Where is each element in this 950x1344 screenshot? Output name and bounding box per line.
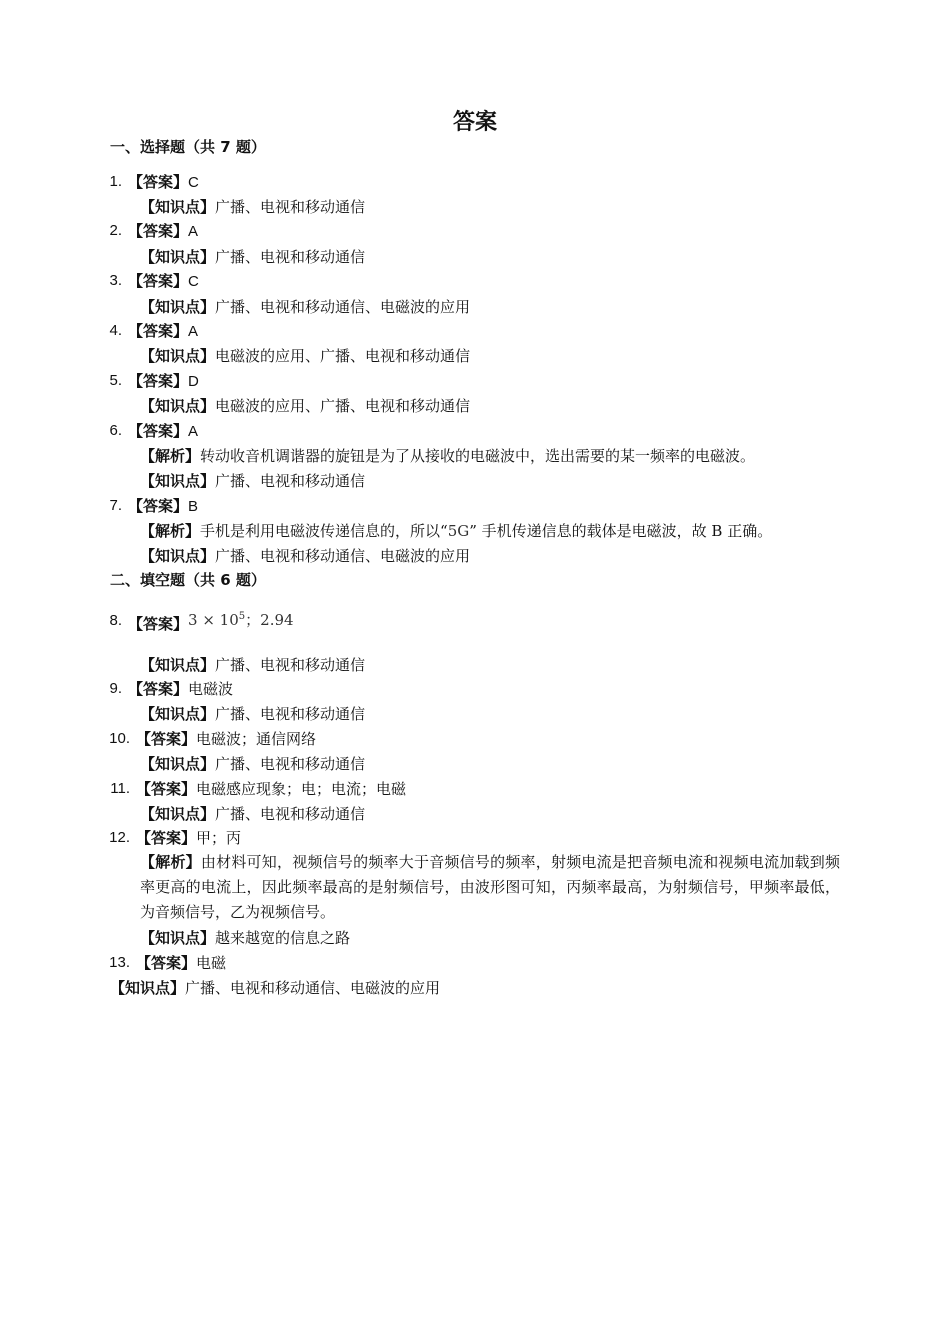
analysis-text-a: 手机是利用电磁波传递信息的，所以“ [200, 522, 448, 540]
answer-line [128, 678, 233, 700]
question-number: 9. [109, 680, 122, 697]
answer-value: C [188, 174, 199, 191]
question-number: 1. [109, 173, 122, 190]
question-number: 8. [109, 612, 122, 629]
knowledge-line [140, 296, 470, 318]
analysis-line [140, 520, 772, 542]
knowledge-label: 【知识点】 [140, 805, 216, 823]
knowledge-label: 【知识点】 [140, 472, 216, 490]
answer-line [128, 320, 198, 343]
answer-line [128, 171, 199, 194]
answer-math-base: 3 × 10 [188, 611, 239, 629]
answer-label: 【答案】 [128, 497, 189, 515]
question-number: 5. [109, 372, 122, 389]
answer-line [128, 220, 198, 243]
knowledge-value: 广播、电视和移动通信 [215, 198, 366, 216]
answer-label: 【答案】 [128, 422, 189, 440]
section-heading-choice: 一、选择题（共 7 题） [110, 138, 266, 156]
section-heading-fill: 二、填空题（共 6 题） [110, 571, 266, 589]
answer-label: 【答案】 [128, 222, 189, 240]
answer-label: 【答案】 [136, 829, 197, 847]
knowledge-value: 广播、电视和移动通信 [215, 755, 366, 773]
knowledge-label: 【知识点】 [140, 929, 216, 947]
analysis-line [140, 445, 755, 467]
question-number: 4. [109, 322, 122, 339]
knowledge-value: 广播、电视和移动通信 [215, 705, 366, 723]
knowledge-line [140, 927, 350, 949]
answer-label: 【答案】 [136, 780, 197, 798]
analysis-math-5g: 5G [447, 522, 470, 540]
knowledge-line [140, 753, 365, 775]
knowledge-label: 【知识点】 [140, 705, 216, 723]
answer-line [136, 728, 316, 750]
answer-value: C [188, 273, 199, 290]
knowledge-value: 电磁波的应用、广播、电视和移动通信 [215, 397, 471, 415]
knowledge-line [140, 545, 470, 567]
answer-math-second: 2.94 [260, 611, 294, 629]
knowledge-label: 【知识点】 [140, 198, 216, 216]
analysis-text-b: ” 手机传递信息的载体是电磁波，故 B 正确。 [469, 522, 773, 540]
knowledge-value: 广播、电视和移动通信 [215, 248, 366, 266]
knowledge-line [140, 470, 365, 492]
answer-label: 【答案】 [128, 615, 189, 633]
answer-value: A [188, 223, 199, 240]
answer-value: 甲；丙 [196, 829, 242, 847]
knowledge-label: 【知识点】 [140, 656, 216, 674]
knowledge-label: 【知识点】 [140, 298, 216, 316]
answer-value: 电磁感应现象；电；电流；电磁 [196, 780, 407, 798]
answer-line [128, 420, 198, 443]
knowledge-label: 【知识点】 [140, 397, 216, 415]
question-number: 10. [109, 730, 130, 747]
question-number: 7. [109, 497, 122, 514]
knowledge-line [140, 345, 470, 367]
answer-line [136, 827, 241, 849]
knowledge-line [140, 654, 365, 676]
analysis-value: 转动收音机调谐器的旋钮是为了从接收的电磁波中，选出需要的某一频率的电磁波。 [200, 447, 756, 465]
question-number: 3. [109, 272, 122, 289]
answer-line [128, 370, 199, 393]
answer-value: 电磁波 [188, 680, 234, 698]
knowledge-label: 【知识点】 [140, 547, 216, 565]
knowledge-line [140, 196, 365, 218]
question-number: 13. [109, 954, 130, 971]
answer-math-exponent: 5 [238, 611, 246, 622]
analysis-label: 【解析】 [140, 522, 201, 540]
analysis-value: 由材料可知，视频信号的频率大于音频信号的频率，射频电流是把音频电流和视频电流加载到频率更高的电流上，因此频率最高的是射频信号，由波形图可知，丙频率最高，为射频信号，甲频率最低，为音频信号，乙为视频信号。 [140, 853, 840, 921]
knowledge-label: 【知识点】 [140, 347, 216, 365]
answer-line [128, 270, 199, 293]
knowledge-value: 广播、电视和移动通信 [215, 805, 366, 823]
knowledge-value: 广播、电视和移动通信、电磁波的应用 [185, 979, 441, 997]
knowledge-label: 【知识点】 [140, 755, 216, 773]
knowledge-value: 电磁波的应用、广播、电视和移动通信 [215, 347, 471, 365]
knowledge-line [140, 803, 365, 825]
knowledge-line [110, 977, 440, 999]
knowledge-line [140, 395, 470, 417]
question-number: 11. [110, 780, 130, 797]
answer-value: A [188, 423, 199, 440]
answer-separator: ； [245, 611, 261, 629]
knowledge-value: 越来越宽的信息之路 [215, 929, 351, 947]
answer-label: 【答案】 [128, 173, 189, 191]
answer-line [128, 610, 294, 635]
analysis-label: 【解析】 [140, 853, 201, 871]
knowledge-value: 广播、电视和移动通信、电磁波的应用 [215, 298, 471, 316]
answer-value: B [188, 498, 199, 515]
knowledge-line [140, 246, 365, 268]
answer-math [188, 611, 294, 629]
analysis-label: 【解析】 [140, 447, 201, 465]
answer-line [136, 778, 406, 800]
question-number: 2. [109, 222, 122, 239]
answer-label: 【答案】 [136, 954, 197, 972]
answer-label: 【答案】 [128, 680, 189, 698]
answer-value: 电磁波；通信网络 [196, 730, 317, 748]
knowledge-value: 广播、电视和移动通信 [215, 472, 366, 490]
question-number: 6. [109, 422, 122, 439]
question-number: 12. [109, 829, 130, 846]
page-title: 答案 [452, 110, 497, 135]
answer-line [128, 495, 198, 518]
knowledge-label: 【知识点】 [140, 248, 216, 266]
knowledge-label: 【知识点】 [110, 979, 186, 997]
answer-value: A [188, 323, 199, 340]
answer-value: D [188, 373, 199, 390]
knowledge-value: 广播、电视和移动通信 [215, 656, 366, 674]
answer-label: 【答案】 [128, 322, 189, 340]
answer-label: 【答案】 [136, 730, 197, 748]
answer-label: 【答案】 [128, 272, 189, 290]
answer-line [136, 952, 226, 974]
knowledge-value: 广播、电视和移动通信、电磁波的应用 [215, 547, 471, 565]
analysis-paragraph [140, 850, 840, 925]
answer-label: 【答案】 [128, 372, 189, 390]
knowledge-line [140, 703, 365, 725]
answer-value: 电磁 [196, 954, 227, 972]
